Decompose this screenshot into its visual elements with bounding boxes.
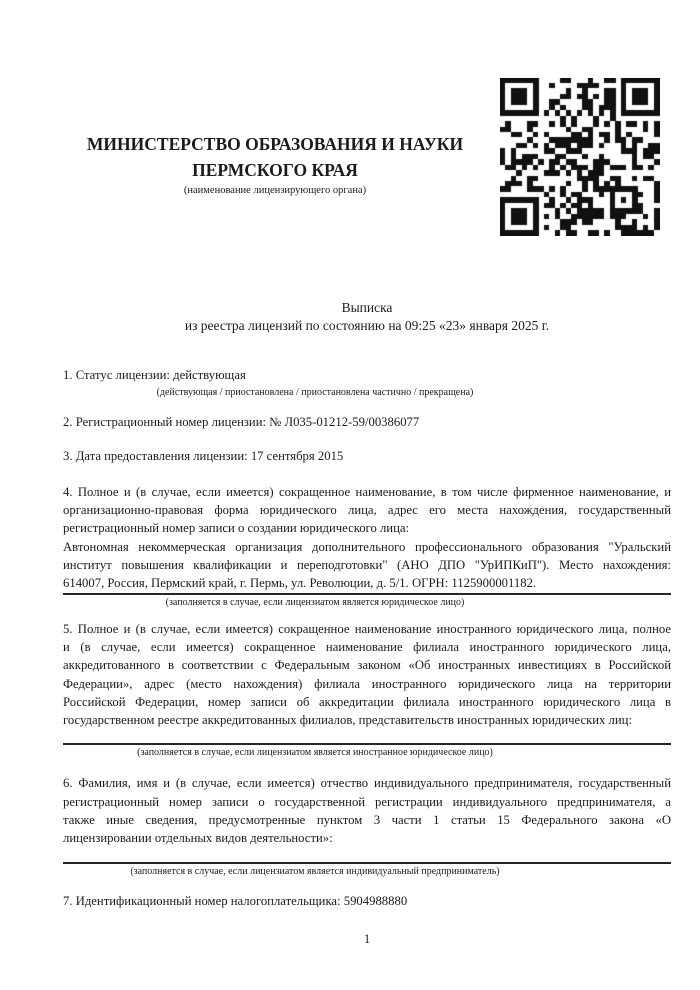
item-4-fill-line (63, 593, 671, 595)
title-line2: из реестра лицензий по состоянию на 09:25 «23» января 2025 г. (184, 317, 550, 333)
item-5-line-4: Федерации», адрес (место нахождения) филиала иностранного юридического лица на территории (63, 676, 671, 691)
item-4-line-3: регистрационный номер записи о создании юридического лица: (63, 521, 410, 536)
license-item-7 (63, 892, 671, 910)
item-3-line-1: 3. Дата предоставления лицензии: 17 сентября 2015 (63, 448, 344, 463)
item-6-line-3: также иные сведения, предусмотренные пунктом 3 части 1 статьи 15 Федерального закона «О (63, 813, 671, 828)
item-6-caption: (заполняется в случае, если лицензиатом является индивидуальный предприниматель) (130, 865, 500, 877)
item-5-line-5: Российской Федерации, номер записи об аккредитации филиала иностранного юридического лица в (63, 694, 671, 709)
item-5-line-2: и (в случае, если имеется) сокращенное наименование филиала иностранного юридического лица, (63, 639, 671, 654)
item-5-fill-line (63, 743, 671, 745)
item-5-line-3: аккредитованного в соответствии с Федеральным законом «Об иностранных инвестициях в Российской (63, 658, 671, 673)
item-5-line-1: 5. Полное и (в случае, если имеется) сокращенное наименование иностранного юридического лица, полное (63, 621, 671, 636)
item-4-line-6: 614007, Россия, Пермский край, г. Пермь, ул. Революции, д. 5/1. ОГРН: 1125900001182. (63, 576, 537, 591)
license-item-4 (63, 483, 671, 609)
item-2-line-1: 2. Регистрационный номер лицензии: № Л035-01212-59/00386077 (63, 415, 420, 430)
item-6-line-4: лицензировании отдельных видов деятельности»: (63, 831, 333, 846)
item-6-line-1: 6. Фамилия, имя и (в случае, если имеется) отчество индивидуального предпринимателя, государственный (63, 776, 671, 791)
item-1-caption: (действующая / приостановлена / приостановлена частично / прекращена) (156, 387, 474, 399)
license-items (63, 366, 671, 910)
document-title (63, 299, 671, 334)
item-5-caption: (заполняется в случае, если лицензиатом является иностранное юридическое лицо) (137, 747, 493, 759)
item-4-line-2: организационно-правовая форма юридического лица, адрес его места нахождения, государственный (63, 503, 671, 518)
item-7-line-1: 7. Идентификационный номер налогоплательщика: 5904988880 (63, 893, 408, 908)
ministry-name-line2: ПЕРМСКОГО КРАЯ (192, 160, 358, 180)
license-item-2 (63, 413, 671, 431)
ministry-header (63, 131, 487, 197)
qr-code (500, 78, 660, 236)
item-4-line-1: 4. Полное и (в случае, если имеется) сокращенное наименование, в том числе фирменное наименование, и (63, 484, 671, 499)
item-1-line-1: 1. Статус лицензии: действующая (63, 368, 246, 382)
license-item-5 (63, 620, 671, 760)
license-item-3 (63, 447, 671, 465)
item-4-caption: (заполняется в случае, если лицензиатом является юридическое лицо) (165, 596, 465, 608)
license-item-1 (63, 366, 671, 399)
item-4-line-5: институт повышения квалификации и переподготовки" (АНО ДПО "УрИПКиП"). Место нахождения: (63, 558, 671, 573)
title-line1: Выписка (341, 300, 393, 315)
item-4-line-4: Автономная некоммерческая организация дополнительного профессионального образования "Уральский (63, 539, 671, 554)
ministry-caption: (наименование лицензирующего органа) (183, 185, 367, 196)
page-number: 1 (363, 931, 371, 946)
item-5-line-6: государственном реестре аккредитованных филиалов, представительств иностранных юридических лиц: (63, 713, 632, 728)
item-6-fill-line (63, 862, 671, 864)
ministry-name-line1: МИНИСТЕРСТВО ОБРАЗОВАНИЯ И НАУКИ (86, 134, 464, 154)
license-item-6 (63, 774, 671, 877)
item-6-line-2: регистрационный номер записи о государственной регистрации индивидуального предпринимателя, а (63, 794, 671, 809)
